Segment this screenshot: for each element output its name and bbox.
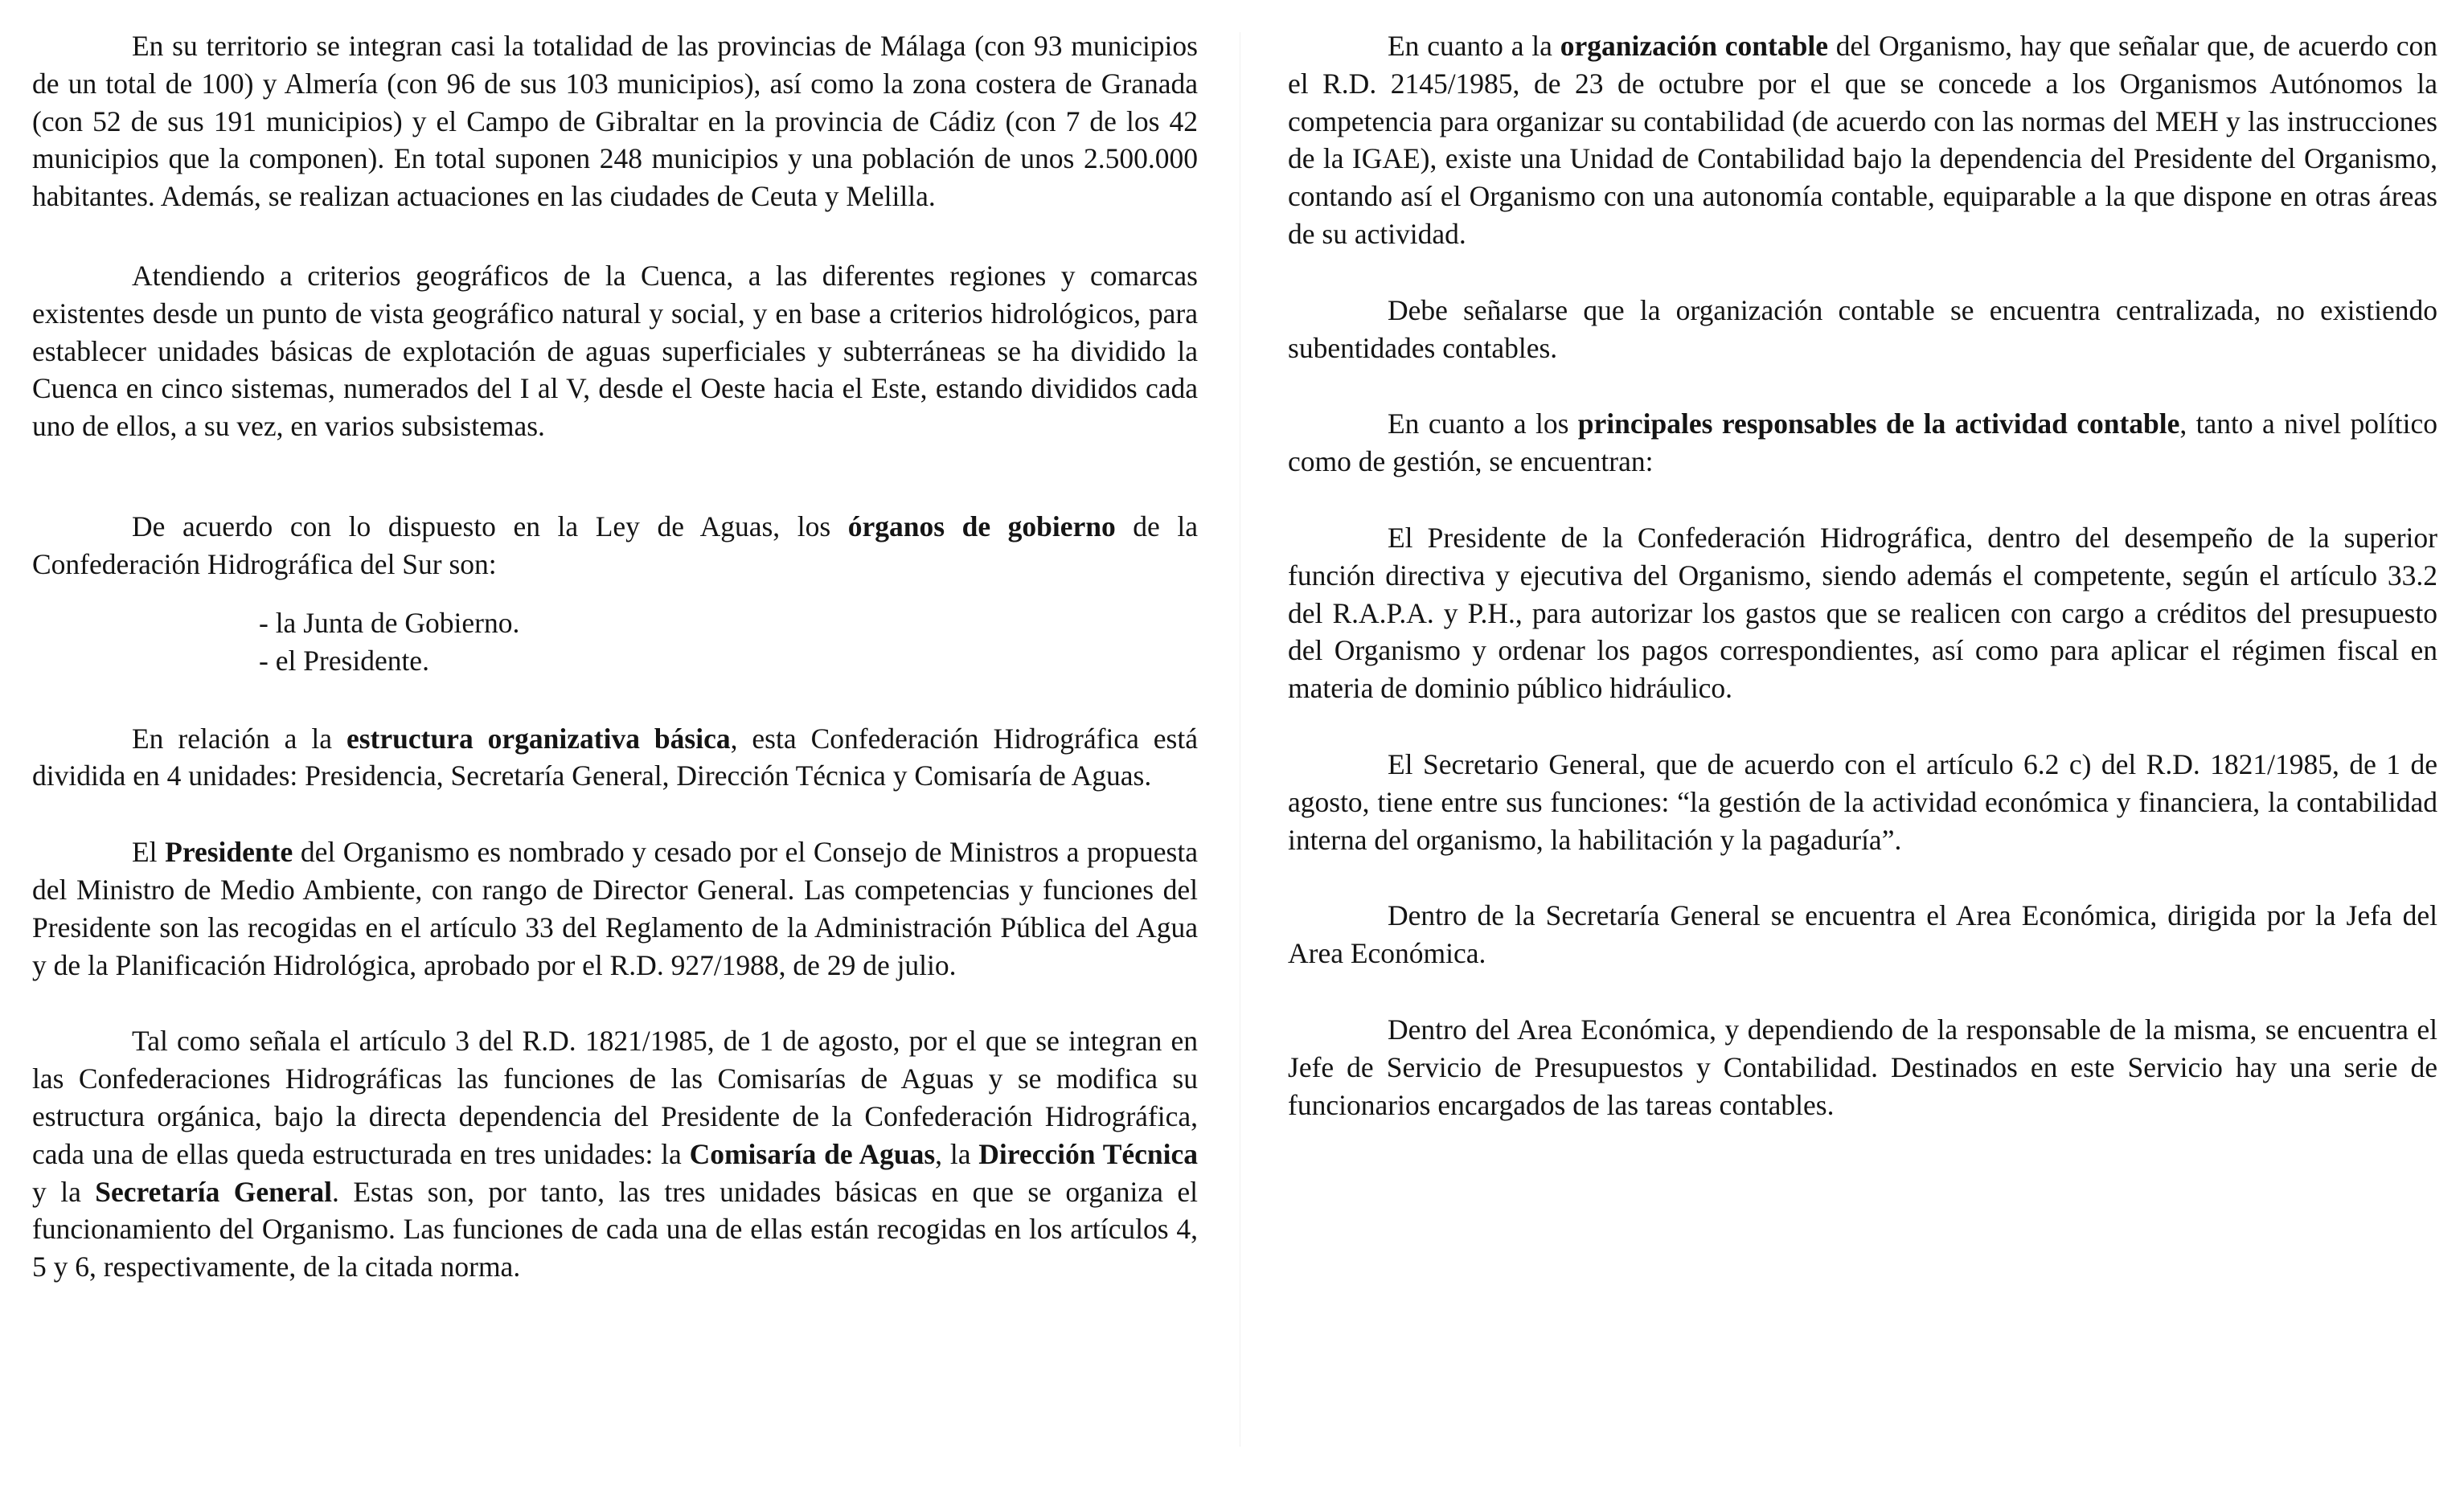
paragraph-text: El [132, 836, 166, 869]
paragraph-hydrological-systems: Atendiendo a criterios geográficos de la Cuenca, a las diferentes regiones y comarcas existentes desde un punto de vista geográfico natural y social, y en base a criterios hidrológicos, para establecer unidades básicas de explotación de aguas superficiales y subterráneas se ha dividido la Cuenca en cinco sistemas, numerados del I al V, desde el Oeste hacia el Este, estando divididos cada uno de ellos, a su vez, en varios subsistemas. [32, 259, 1198, 443]
bold-term: Secretaría General [95, 1175, 333, 1208]
paragraph-text: , la [935, 1137, 979, 1170]
paragraph-text: En cuanto a los [1388, 407, 1578, 440]
paragraph-president [32, 833, 1198, 984]
paragraph-president-role: El Presidente de la Confederación Hidrográfica, dentro del desempeño de la superior función directiva y ejecutiva del Organismo, siendo además el competente, según el artículo 33.2 del R.A.P.A. y P.H., para autorizar los gastos que se realicen con cargo a créditos del presupuesto del Organismo y ordenar los pagos correspondientes, así como para aplicar el régimen fiscal en materia de dominio público hidráulico. [1288, 521, 2437, 705]
paragraph-text: y la [32, 1175, 96, 1208]
paragraph-text: del Organismo, hay que señalar que, de acuerdo con el R.D. 2145/1985, de 23 de octubre por el que se concede a los Organismos Autónomos la competencia para organizar su contabilidad (de acuerdo con las normas del MEH y las instrucciones de la IGAE), existe una Unidad de Contabilidad bajo la dependencia del Presidente del Organismo, contando así el Organismo con una autonomía contable, equiparable a la que dispone en otras áreas de su actividad. [1288, 30, 2438, 250]
governing-bodies-list [259, 604, 1198, 680]
paragraph-territory: En su territorio se integran casi la totalidad de las provincias de Málaga (con 93 municipios de un total de 100) y Almería (con 96 de sus 103 municipios), así como la zona costera de Granada (con 52 de sus 191 municipios) y el Campo de Gibraltar en la provincia de Cádiz (con 7 de los 42 municipios que la componen). En total suponen 248 municipios y una población de unos 2.500.000 habitantes. Además, se realizan actuaciones en las ciudades de Ceuta y Melilla. [32, 30, 1198, 213]
paragraph-economic-area: Dentro de la Secretaría General se encuentra el Area Económica, dirigida por la Jefa del Area Económica. [1288, 899, 2437, 970]
paragraph-text: En relación a la [132, 722, 346, 755]
paragraph-text: De acuerdo con lo dispuesto en la Ley de Aguas, los [132, 510, 848, 542]
bold-term: Dirección Técnica [978, 1137, 1198, 1170]
paragraph-responsibles [1288, 405, 2437, 481]
paragraph-budget-service: Dentro del Area Económica, y dependiendo de la responsable de la misma, se encuentra el Jefe de Servicio de Presupuestos y Contabilidad. Destinados en este Servicio hay una serie de funcionarios encargados de las tareas contables. [1288, 1013, 2437, 1121]
paragraph-text: del Organismo es nombrado y cesado por el Consejo de Ministros a propuesta del Ministro de Medio Ambiente, con rango de Director General. Las competencias y funciones del Presidente son las recogidas en el artículo 33 del Reglamento de la Administración Pública del Agua y de la Planificación Hidrológica, aprobado por el R.D. 927/1988, de 29 de julio. [32, 836, 1198, 981]
paragraph-text: de la Confederación Hidrográfica del Sur son: [32, 510, 1198, 580]
paragraph-text: , tanto a nivel político como de gestión, se encuentran: [1288, 407, 2437, 478]
paragraph-organizational-structure [32, 720, 1198, 796]
right-column [1288, 27, 2437, 1124]
paragraph-accounting-organization [1288, 27, 2437, 253]
bold-term: organización contable [1560, 30, 1828, 62]
paragraph-centralized-accounting: Debe señalarse que la organización contable se encuentra centralizada, no existiendo subentidades contables. [1288, 293, 2437, 364]
paragraph-text: Tal como señala el artículo 3 del R.D. 1821/1985, de 1 de agosto, por el que se integran en las Confederaciones Hidrográficas las funciones de las Comisarías de Aguas y se modifica su estructura orgánica, bajo la directa dependencia del Presidente de la Confederación Hidrográfica, cada una de ellas queda estructurada en tres unidades: la [32, 1025, 1198, 1170]
paragraph-text: En cuanto a la [1388, 30, 1560, 62]
bold-term: Comisaría de Aguas [689, 1137, 936, 1170]
list-item: - el Presidente. [259, 644, 429, 677]
paragraph-secretary-general: El Secretario General, que de acuerdo con el artículo 6.2 c) del R.D. 1821/1985, de 1 de agosto, tiene entre sus funciones: “la gestión de la actividad económica y financiera, la contabilidad interna del organismo, la habilitación y la pagaduría”. [1288, 747, 2437, 856]
bold-term: principales responsables de la actividad contable [1577, 407, 2180, 440]
left-column [32, 27, 1198, 1286]
paragraph-text: . Estas son, por tanto, las tres unidades básicas en que se organiza el funcionamiento del Organismo. Las funciones de cada una de ellas están recogidas en los artículos 4, 5 y 6, respectivamente, de la citada norma. [32, 1175, 1199, 1283]
list-item: - la Junta de Gobierno. [259, 606, 520, 639]
paragraph-governing-bodies [32, 508, 1198, 583]
bold-term: Presidente [165, 836, 293, 869]
bold-term: órganos de gobierno [847, 510, 1116, 542]
paragraph-three-units [32, 1022, 1198, 1286]
paragraph-text: , esta Confederación Hidrográfica está dividida en 4 unidades: Presidencia, Secretaría General, Dirección Técnica y Comisaría de Aguas. [32, 722, 1198, 792]
bold-term: estructura organizativa básica [346, 722, 731, 755]
